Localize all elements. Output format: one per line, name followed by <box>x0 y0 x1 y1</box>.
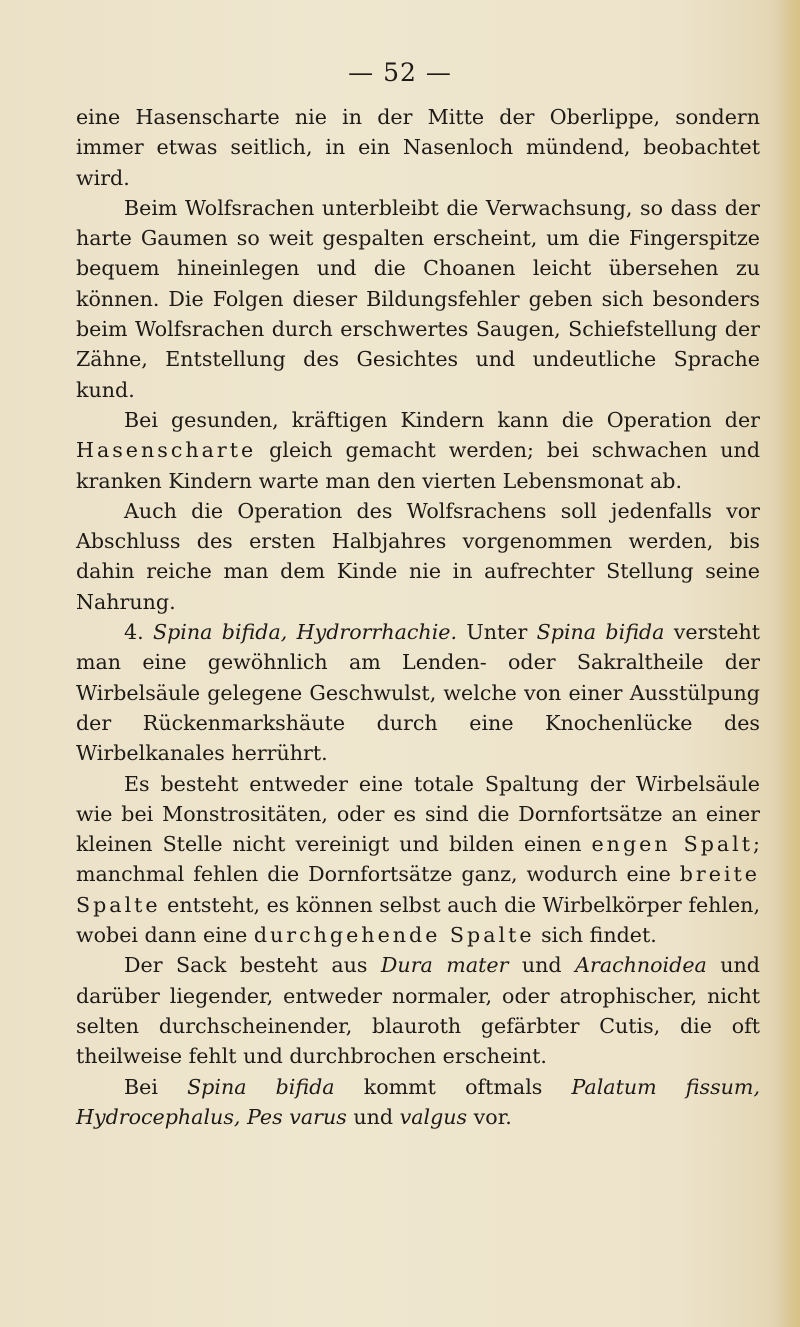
spaced-emphasis: Hasenscharte <box>76 438 257 463</box>
page-edge-shadow <box>778 0 800 1327</box>
text-run: gleich gemacht werden; bei schwachen und kranken Kindern warte man den vierten Lebensmonat ab. <box>76 438 760 493</box>
paragraph <box>76 496 760 617</box>
italic-term: Spina bifida, Hydrorrhachie. <box>153 620 458 645</box>
paragraph <box>76 1072 760 1133</box>
paragraph <box>76 950 760 1071</box>
text-run: und <box>346 1104 400 1129</box>
paragraph <box>76 193 760 405</box>
text-run: versteht man eine gewöhnlich am Lenden- oder Sakraltheile der Wirbelsäule gelegene Geschwulst, welche von einer Ausstülpung der Rückenmarkshäute durch eine Knochenlücke des Wirbelkanales herrührt. <box>76 620 760 766</box>
text-run: eine Hasenscharte nie in der Mitte der Oberlippe, sondern immer etwas seitlich, in ein Nasenloch mündend, beobachtet wird. <box>76 105 760 190</box>
text-run: Beim Wolfsrachen unterbleibt die Verwachsung, so dass der harte Gaumen so weit gespalten erscheint, um die Fingerspitze bequem hineinlegen und die Choanen leicht übersehen zu können. Die Folgen dieser Bildungsfehler geben sich besonders beim Wolfsrachen durch erschwertes Saugen, Schiefstellung der Zähne, Entstellung des Gesichtes und undeutliche Sprache kund. <box>76 195 760 402</box>
paragraph <box>76 769 760 951</box>
text-run: Auch die Operation des Wolfsrachens soll jedenfalls vor Abschluss des ersten Halbjahres vorgenommen werden, bis dahin reiche man dem Kinde nie in aufrechter Stellung seine Nahrung. <box>76 498 760 614</box>
italic-term: Dura mater <box>380 953 509 978</box>
text-run: Der Sack besteht aus <box>124 953 381 978</box>
body-text <box>76 102 760 1132</box>
paragraph <box>76 102 760 193</box>
spaced-emphasis: engen Spalt <box>591 832 754 857</box>
page-number: — 52 — <box>348 58 452 87</box>
text-run: ; manchmal fehlen die Dornfortsätze ganz, wodurch eine <box>76 832 760 887</box>
text-run: 4. <box>124 620 154 645</box>
paragraph <box>76 617 760 768</box>
text-run: Bei gesunden, kräftigen Kindern kann die Operation der <box>124 407 760 432</box>
italic-term: Spina bifida <box>187 1074 335 1099</box>
italic-term: Arachnoidea <box>575 953 707 978</box>
spaced-emphasis: breite Spalte <box>76 862 760 917</box>
text-run: und <box>508 953 576 978</box>
text-run: und darüber liegender, entweder normaler, oder atrophischer, nicht selten durchscheinender, blauroth gefärbter Cutis, die oft theilweise fehlt und durchbrochen erscheint. <box>76 953 760 1069</box>
text-run: entsteht, es können selbst auch die Wirbelkörper fehlen, wobei dann eine <box>76 892 760 948</box>
italic-term: Palatum fissum, Hydrocephalus, Pes varus <box>76 1074 760 1129</box>
text-run: Es besteht entweder eine totale Spaltung der Wirbelsäule wie bei Monstrositäten, oder es sind die Dornfortsätze an einer kleinen Stelle nicht vereinigt und bilden einen <box>76 771 760 857</box>
text-run: vor. <box>467 1104 512 1129</box>
paragraph <box>76 405 760 496</box>
italic-term: Spina bifida <box>536 620 665 645</box>
text-run: Unter <box>457 620 537 645</box>
text-run: sich findet. <box>534 923 657 948</box>
text-run: Bei <box>124 1074 188 1099</box>
spaced-emphasis: durchgehende Spalte <box>253 923 535 948</box>
text-run: kommt oftmals <box>334 1074 572 1099</box>
italic-term: valgus <box>399 1104 468 1129</box>
